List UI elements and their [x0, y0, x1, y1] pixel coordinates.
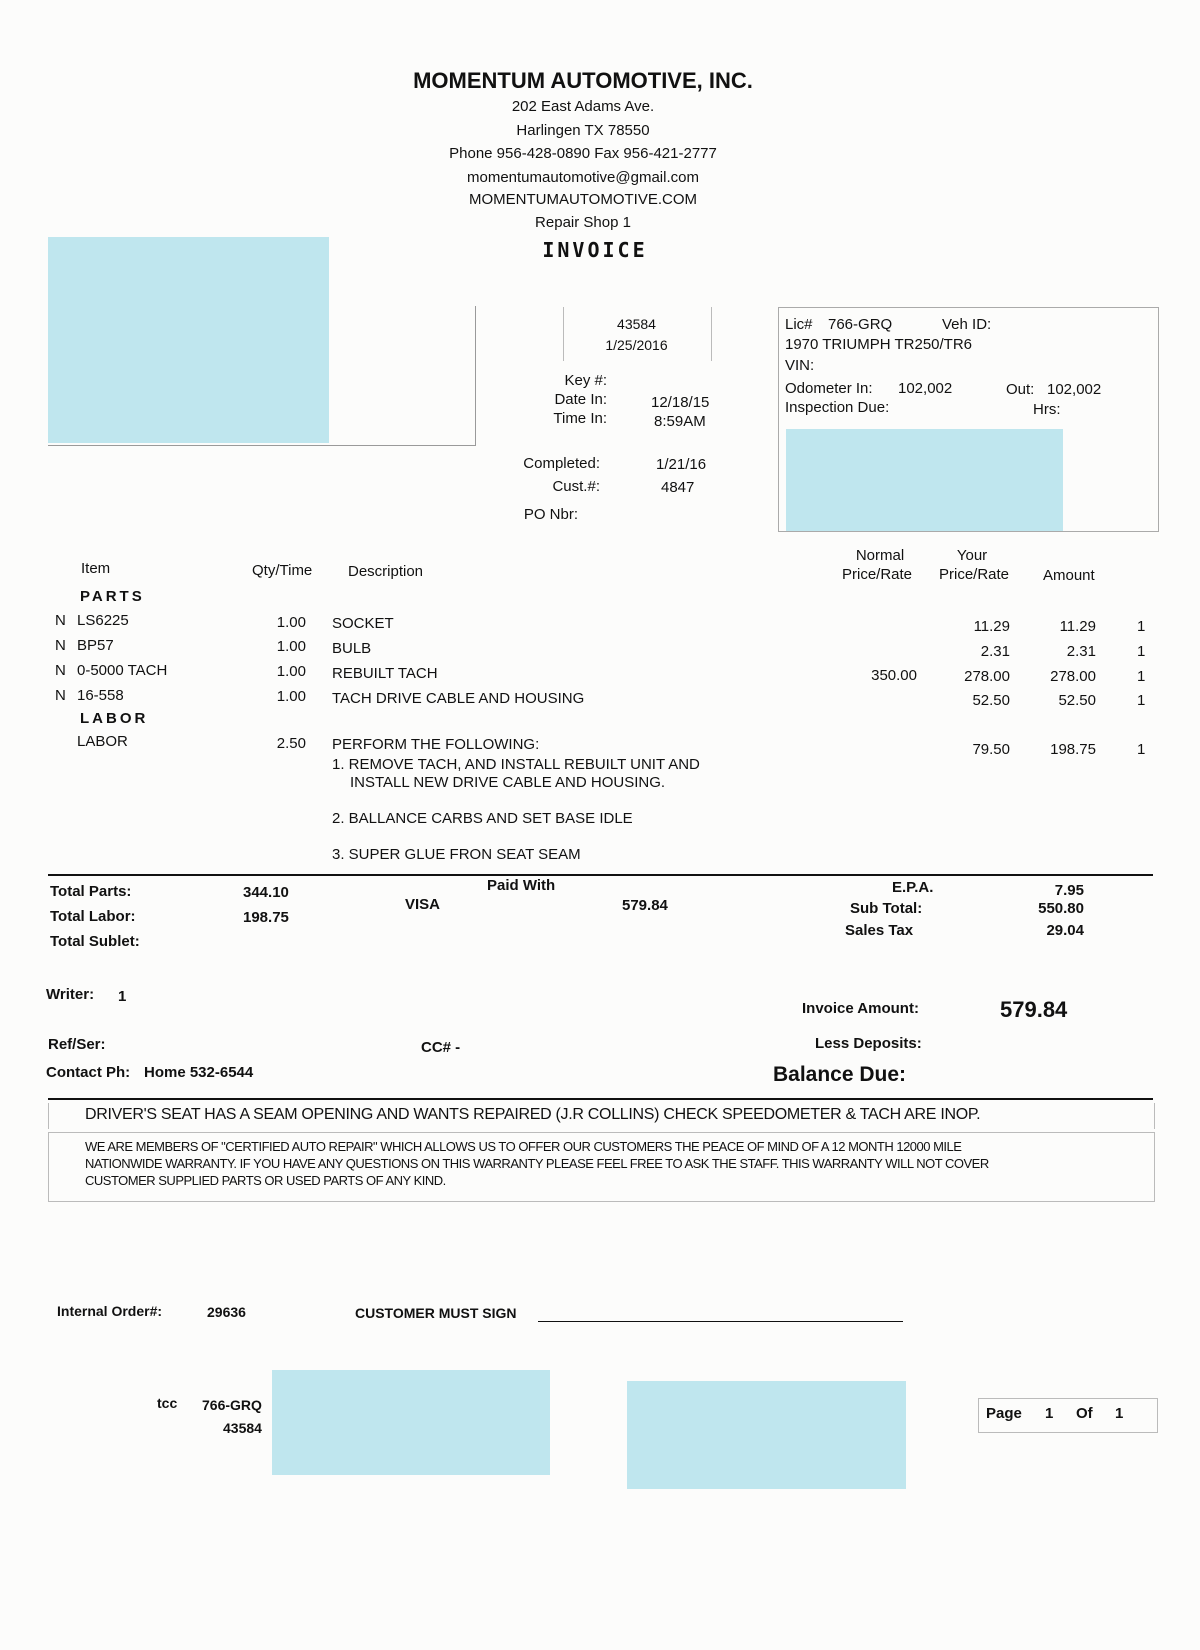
epa-label: E.P.A.	[892, 879, 934, 896]
date-in-label: Date In:	[554, 391, 607, 408]
invoice-date: 1/25/2016	[605, 337, 668, 353]
company-address-1: 202 East Adams Ave.	[511, 98, 655, 115]
total-labor-value: 198.75	[243, 909, 289, 926]
complaint-text: DRIVER'S SEAT HAS A SEAM OPENING AND WANTS REPAIRED (J.R COLLINS) CHECK SPEEDOMETER & TACH ARE INOP.	[85, 1106, 981, 1123]
invoice-number: 43584	[617, 316, 656, 332]
completed-label: Completed:	[523, 455, 600, 472]
part-qty: 1.00	[276, 638, 306, 655]
labor-heading: LABOR	[80, 710, 149, 727]
odometer-in-label: Odometer In:	[785, 380, 873, 397]
tcc-plate: 766-GRQ	[202, 1397, 262, 1413]
part-tax-flag: 1	[1137, 618, 1146, 635]
part-description: TACH DRIVE CABLE AND HOUSING	[332, 690, 585, 707]
labor-line-3: 3. SUPER GLUE FRON SEAT SEAM	[332, 846, 581, 863]
subtotal-label: Sub Total:	[850, 900, 923, 917]
paid-with-label: Paid With	[487, 877, 556, 894]
part-amount: 52.50	[1058, 692, 1096, 709]
part-amount: 278.00	[1050, 668, 1096, 685]
writer-value: 1	[118, 988, 127, 1005]
company-name: MOMENTUM AUTOMOTIVE, INC.	[413, 68, 753, 93]
invoice-amount-value: 579.84	[1000, 997, 1068, 1022]
col-normal-header-2: Price/Rate	[841, 566, 913, 583]
company-website: MOMENTUMAUTOMOTIVE.COM	[468, 191, 698, 208]
contact-phone-value: Home 532-6544	[144, 1064, 254, 1081]
notes-top-rule	[48, 1098, 1153, 1100]
veh-id-label: Veh ID:	[942, 316, 992, 333]
col-amount-header: Amount	[1043, 567, 1095, 584]
signature-line[interactable]	[538, 1321, 903, 1322]
part-item: LS6225	[77, 612, 129, 629]
col-your-header-2: Price/Rate	[938, 566, 1010, 583]
odometer-in-value: 102,002	[898, 380, 953, 397]
part-description: SOCKET	[332, 615, 394, 632]
part-description: BULB	[332, 640, 372, 657]
cust-label: Cust.#:	[552, 478, 600, 495]
part-description: REBUILT TACH	[332, 665, 438, 682]
labor-line-1a: 1. REMOVE TACH, AND INSTALL REBUILT UNIT AND	[332, 756, 700, 773]
part-flag: N	[55, 637, 66, 654]
redacted-footer-block-right	[627, 1381, 906, 1489]
labor-amount: 198.75	[1050, 741, 1096, 758]
part-tax-flag: 1	[1137, 692, 1146, 709]
warranty-line-3: CUSTOMER SUPPLIED PARTS OR USED PARTS OF ANY KIND.	[85, 1173, 446, 1188]
part-item: BP57	[77, 637, 114, 654]
shop-name: Repair Shop 1	[535, 214, 631, 231]
contact-phone-label: Contact Ph:	[46, 1064, 131, 1081]
epa-value: 7.95	[1054, 882, 1084, 899]
of-label: Of	[1076, 1405, 1093, 1422]
part-item: 16-558	[77, 687, 124, 704]
completed-value: 1/21/16	[656, 456, 707, 473]
odometer-out-label: Out:	[1006, 381, 1035, 398]
warranty-line-1: WE ARE MEMBERS OF "CERTIFIED AUTO REPAIR" WHICH ALLOWS US TO OFFER OUR CUSTOMERS THE PEACE OF MIND OF A 12 MONTH 12000 MILE	[85, 1139, 962, 1154]
labor-line-1b: INSTALL NEW DRIVE CABLE AND HOUSING.	[350, 774, 666, 791]
part-flag: N	[55, 687, 66, 704]
cc-label: CC# -	[421, 1039, 461, 1056]
key-label: Key #:	[564, 372, 607, 389]
balance-due-label: Balance Due:	[773, 1063, 907, 1086]
lic-label: Lic#	[785, 316, 813, 333]
col-item-header: Item	[81, 560, 111, 577]
sales-tax-value: 29.04	[1046, 922, 1084, 939]
part-flag: N	[55, 662, 66, 679]
internal-order-label: Internal Order#:	[57, 1303, 163, 1319]
total-parts-value: 344.10	[243, 884, 289, 901]
labor-your-rate: 79.50	[972, 741, 1010, 758]
paid-amount: 579.84	[622, 897, 668, 914]
writer-label: Writer:	[46, 986, 95, 1003]
part-tax-flag: 1	[1137, 668, 1146, 685]
part-your-price: 11.29	[973, 618, 1010, 635]
invoice-amount-label: Invoice Amount:	[802, 1000, 919, 1017]
part-qty: 1.00	[276, 663, 306, 680]
part-qty: 1.00	[276, 688, 306, 705]
col-normal-header-1: Normal	[855, 547, 905, 564]
col-your-header-1: Your	[956, 547, 988, 564]
labor-description-head: PERFORM THE FOLLOWING:	[332, 736, 540, 753]
time-in-label: Time In:	[553, 410, 607, 427]
total-sublet-label: Total Sublet:	[50, 933, 140, 950]
po-label: PO Nbr:	[523, 506, 578, 523]
part-amount: 11.29	[1059, 618, 1096, 635]
company-phone-fax: Phone 956-428-0890 Fax 956-421-2777	[449, 145, 717, 162]
labor-qty: 2.50	[276, 735, 306, 752]
page-label: Page	[986, 1405, 1022, 1422]
vehicle-model: 1970 TRIUMPH TR250/TR6	[785, 336, 973, 353]
inspection-due-label: Inspection Due:	[785, 399, 890, 416]
part-flag: N	[55, 612, 66, 629]
cust-value: 4847	[661, 479, 695, 496]
col-qty-header: Qty/Time	[252, 562, 313, 579]
totals-divider	[48, 874, 1153, 876]
total-labor-label: Total Labor:	[50, 908, 136, 925]
part-your-price: 2.31	[980, 643, 1010, 660]
ref-ser-label: Ref/Ser:	[48, 1036, 106, 1053]
tcc-invoice: 43584	[223, 1420, 262, 1436]
col-description-header: Description	[348, 563, 424, 580]
hrs-label: Hrs:	[1033, 401, 1061, 418]
odometer-out-value: 102,002	[1047, 381, 1102, 398]
labor-item: LABOR	[77, 733, 128, 750]
redacted-footer-block-left	[272, 1370, 550, 1475]
part-item: 0-5000 TACH	[77, 662, 168, 679]
customer-box-outline	[48, 306, 476, 446]
labor-tax-flag: 1	[1137, 741, 1146, 758]
page-number: 1	[1045, 1405, 1054, 1422]
part-your-price: 278.00	[964, 668, 1010, 685]
part-normal-price: 350.00	[871, 667, 917, 684]
sales-tax-label: Sales Tax	[845, 922, 914, 939]
part-amount: 2.31	[1066, 643, 1096, 660]
time-in-value: 8:59AM	[654, 413, 706, 430]
date-in-value: 12/18/15	[651, 394, 710, 411]
part-tax-flag: 1	[1137, 643, 1146, 660]
document-title: INVOICE	[542, 238, 648, 262]
parts-heading: PARTS	[80, 588, 145, 605]
paid-method: VISA	[405, 896, 441, 913]
company-address-2: Harlingen TX 78550	[516, 122, 650, 139]
internal-order-value: 29636	[207, 1304, 246, 1320]
lic-value: 766-GRQ	[828, 316, 893, 333]
customer-sign-label: CUSTOMER MUST SIGN	[355, 1305, 517, 1321]
part-qty: 1.00	[276, 614, 306, 631]
labor-line-2: 2. BALLANCE CARBS AND SET BASE IDLE	[332, 810, 633, 827]
less-deposits-label: Less Deposits:	[815, 1035, 922, 1052]
page-total: 1	[1115, 1405, 1124, 1422]
total-parts-label: Total Parts:	[50, 883, 132, 900]
tcc-label: tcc	[157, 1395, 178, 1411]
subtotal-value: 550.80	[1038, 900, 1084, 917]
vin-label: VIN:	[785, 357, 815, 374]
company-email: momentumautomotive@gmail.com	[467, 169, 699, 186]
part-your-price: 52.50	[972, 692, 1010, 709]
warranty-line-2: NATIONWIDE WARRANTY. IF YOU HAVE ANY QUESTIONS ON THIS WARRANTY PLEASE FEEL FREE TO ASK THE STAFF. THIS WARRANTY WILL NOT COVER	[85, 1156, 989, 1171]
